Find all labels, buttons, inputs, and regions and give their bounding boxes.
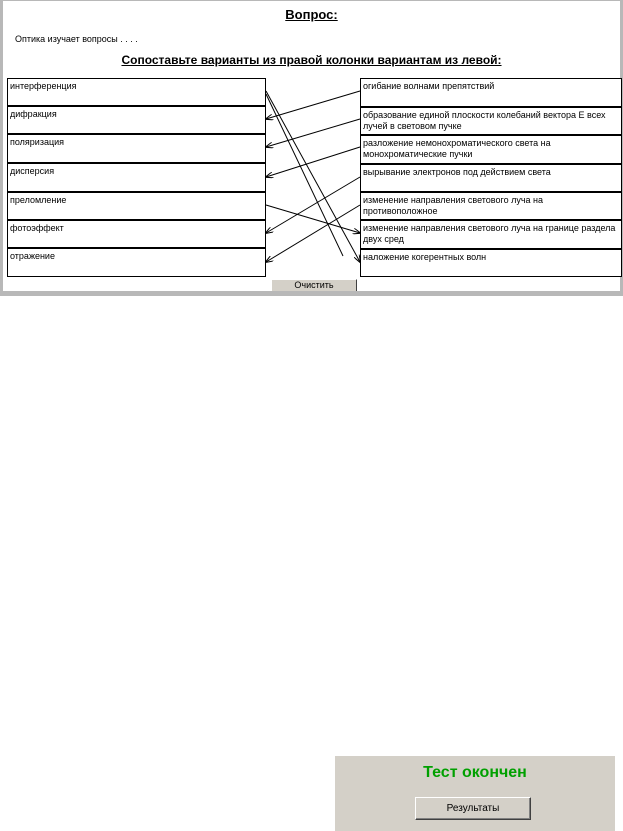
left-option-dispersion[interactable]: дисперсия bbox=[7, 163, 266, 192]
test-finished-title: Тест окончен bbox=[423, 764, 527, 781]
line-photoeffect bbox=[266, 177, 360, 233]
question-heading: Вопрос: bbox=[285, 7, 338, 22]
matching-instruction: Сопоставьте варианты из правой колонки вариантам из левой: bbox=[121, 53, 502, 67]
quiz-bottom-border bbox=[0, 291, 623, 296]
test-finished-panel bbox=[335, 756, 615, 831]
left-option-reflection[interactable]: отражение bbox=[7, 248, 266, 277]
line-dispersion bbox=[266, 147, 360, 177]
right-option-5[interactable]: изменение направления светового луча на противоположное bbox=[360, 192, 622, 220]
results-button[interactable]: Результаты bbox=[415, 797, 531, 820]
left-option-diffraction[interactable]: дифракция bbox=[7, 106, 266, 134]
right-option-4[interactable]: вырывание электронов под действием света bbox=[360, 164, 622, 192]
clear-button[interactable]: Очистить bbox=[271, 279, 357, 292]
right-option-1[interactable]: огибание волнами препятствий bbox=[360, 78, 622, 107]
question-text: Оптика изучает вопросы . . . . bbox=[15, 34, 138, 44]
left-option-polarization[interactable]: поляризация bbox=[7, 134, 266, 163]
right-option-7[interactable]: наложение когерентных волн bbox=[360, 249, 622, 277]
line-refraction bbox=[266, 205, 360, 233]
right-option-3[interactable]: разложение немонохроматического света на монохроматические пучки bbox=[360, 135, 622, 164]
line-diffraction bbox=[266, 91, 360, 119]
left-option-photoeffect[interactable]: фотоэффект bbox=[7, 220, 266, 248]
right-option-2[interactable]: образование единой плоскости колебаний вектора E всех лучей в световом пучке bbox=[360, 107, 622, 135]
line-polarization bbox=[266, 119, 360, 147]
line-reflection bbox=[266, 205, 360, 262]
left-option-refraction[interactable]: преломление bbox=[7, 192, 266, 220]
line-interference bbox=[266, 91, 360, 262]
left-option-interference[interactable]: интерференция bbox=[7, 78, 266, 106]
right-option-6[interactable]: изменение направления светового луча на границе раздела двух сред bbox=[360, 220, 622, 249]
quiz-panel bbox=[0, 0, 623, 296]
